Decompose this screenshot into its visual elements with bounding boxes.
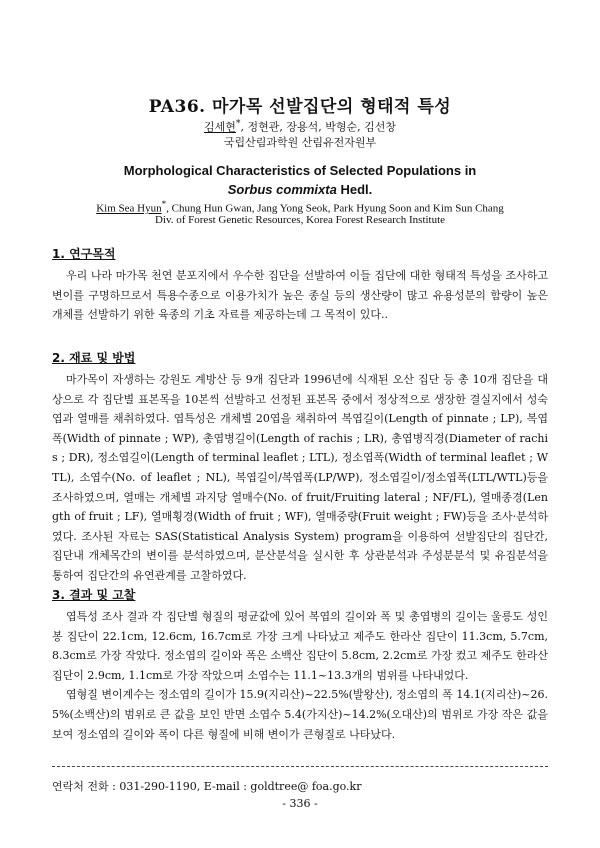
section-results-discussion bbox=[52, 586, 548, 744]
section-heading: 1. 연구목적 bbox=[52, 247, 116, 261]
section-objective bbox=[52, 245, 548, 325]
authors-english bbox=[0, 199, 600, 215]
section-paragraph: 엽특성 조사 결과 각 집단별 형질의 평균값에 있어 복엽의 길이와 폭 및 총엽병의 길이는 울릉도 성인봉 집단이 22.1cm, 12.6cm, 16.7cm로 가장 크게 나타났고 제주도 한라산 집단이 11.3cm, 5.7cm, 8.3cm로 가장 작았다. 정소엽의 길이와 폭은 소백산 집단이 5.8cm, 2.2cm로 가장 컸고 제주도 한라산 집단이 2.9cm, 1.1cm로 가장 작았으며 소엽수는 11.1~13.3개의 범위를 나타내었다. bbox=[52, 610, 548, 682]
other-authors-english: , Chung Hun Gwan, Jang Yong Seok, Park Hyung Soon and Kim Sun Chang bbox=[166, 202, 504, 215]
authors-korean bbox=[0, 118, 600, 135]
section-heading: 2. 재료 및 방법 bbox=[52, 351, 136, 365]
section-materials-methods bbox=[52, 349, 548, 586]
title-english-line1: Morphological Characteristics of Selected Populations in bbox=[123, 163, 477, 178]
species-authority: Hedl. bbox=[336, 182, 373, 197]
affiliation-korean: 국립산림과학원 산림유전자원부 bbox=[223, 136, 377, 149]
paper-title-english bbox=[0, 161, 600, 199]
page-number: - 336 - bbox=[282, 797, 318, 810]
section-paragraph: 엽형질 변이계수는 정소엽의 길이가 15.9(지리산)~22.5%(발왕산), 정소엽의 폭 14.1(지리산)~26.5%(소백산)의 범위로 큰 값을 보인 반면 소엽수 5.4(가지산)~14.2%(오대산)의 범위로 가장 작은 값을 보여 정소엽의 길이와 폭이 다른 형질에 비해 변이가 큰형질로 나타났다. bbox=[52, 688, 548, 741]
affiliation-english: Div. of Forest Genetic Resources, Korea Forest Research Institute bbox=[154, 214, 446, 226]
other-authors-korean: , 정현관, 장용석, 박형순, 김선창 bbox=[240, 120, 396, 134]
corresponding-mark: * bbox=[235, 118, 241, 129]
contact-info: 연락처 전화 : 031-290-1190, E-mail : goldtree@ foa.go.kr bbox=[52, 780, 362, 793]
paper-title-korean: PA36. 마가목 선발집단의 형태적 특성 bbox=[148, 97, 452, 117]
footer-divider bbox=[52, 766, 548, 767]
first-author-korean: 김세현 bbox=[204, 120, 236, 134]
section-heading: 3. 결과 및 고찰 bbox=[52, 588, 136, 602]
section-paragraph: 마가목이 자생하는 강원도 계방산 등 9개 집단과 1996년에 식재된 오산 집단 등 총 10개 집단을 대상으로 각 집단별 표본목을 10본씩 선발하고 선정된 표본목 중에서 정상적으로 생장한 결실지에서 성숙엽과 열매를 채취하였다. 엽특성은 개체별 20엽을 채취하여 복엽길이(Length of pinnate ; LP), 복엽폭(Width of pinnate ; WP), 총엽병길이(Length of rachis ; LR), 총엽병직경(Diameter of rachis ; DR), 정소엽길이(Length of terminal leaflet ; LTL), 정소엽폭(Width of terminal leaflet ; WTL), 소엽수(No. of leaflet ; NL), 복엽길이/복엽폭(LP/WP), 정소엽길이/정소엽폭(LTL/WTL)등을 조사하였으며, 열매는 개체별 과지당 열매수(No. of fruit/Fruiting lateral ; NF/FL), 열매종경(Length of fruit ; LF), 열매횡경(Width of fruit ; WF), 열매중량(Fruit weight ; FW)등을 조사·분석하였다. 조사된 자료는 SAS(Statistical Analysis System) program을 이용하여 선발집단의 집단간, 집단내 개체목간의 변이를 분석하였으며, 분산분석을 실시한 후 상관분석과 주성분분석 및 유집분석을 통하여 집단간의 유연관계를 고찰하였다. bbox=[52, 373, 548, 582]
title-english-line2 bbox=[0, 180, 600, 199]
scientific-name: Sorbus commixta bbox=[227, 182, 337, 197]
corresponding-mark-english: * bbox=[161, 199, 167, 209]
first-author-english: Kim Sea Hyun bbox=[96, 202, 162, 215]
section-paragraph: 우리 나라 마가목 천연 분포지에서 우수한 집단을 선발하여 이들 집단에 대한 형태적 특성을 조사하고 변이를 구명하므로서 특용수종으로 이용가치가 높은 종실 등의 생산량이 많고 유용성분의 함량이 높은 개체를 선발하기 위한 육종의 기초 자료를 제공하는데 그 목적이 있다.. bbox=[52, 269, 548, 322]
